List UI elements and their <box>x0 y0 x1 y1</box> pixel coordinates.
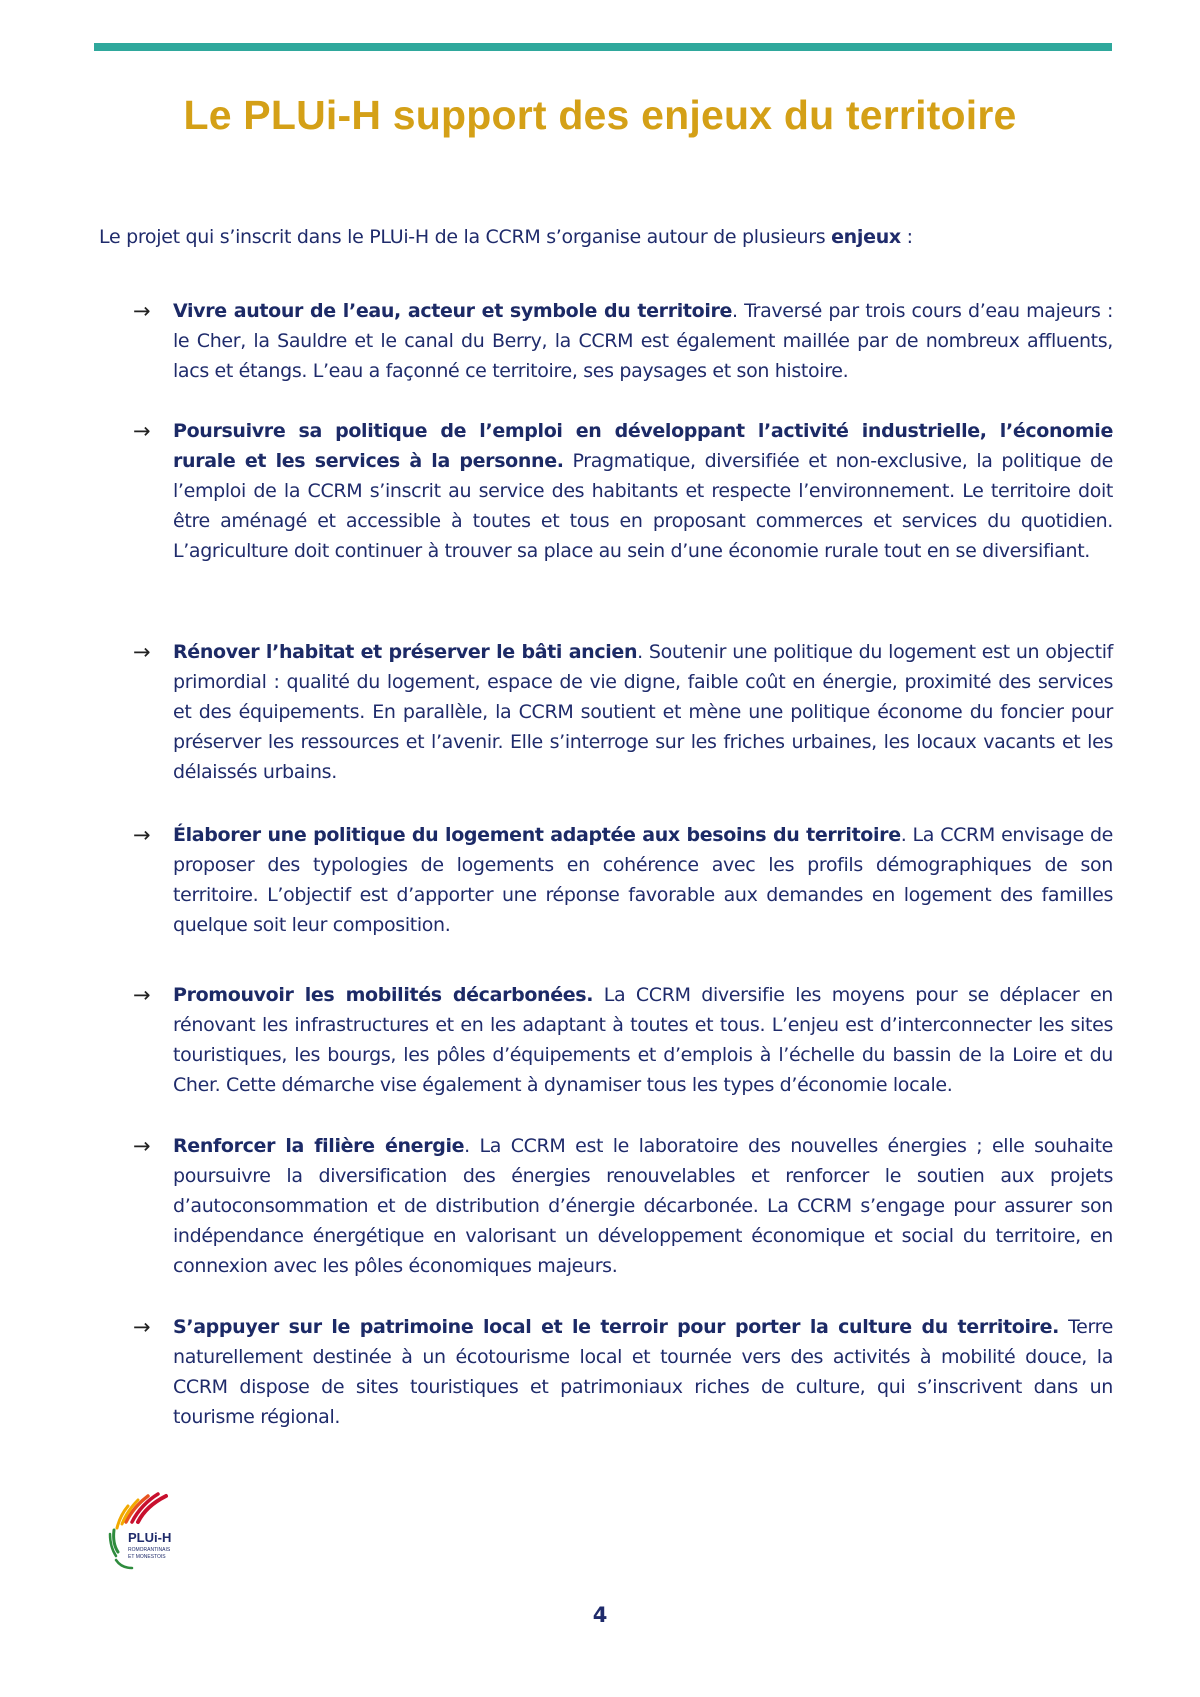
list-item-body: . Soutenir une politique du logement est un objectif primordial : qualité du logement, espace de vie digne, faible coût en énergie, proximité des services et des équipements. En parallèle, la CCRM soutient et mène une politique économe du foncier pour préserver les ressources et l’avenir. Elle s’interroge sur les friches urbaines, les locaux vacants et les délaissés urbains. <box>173 641 1114 783</box>
logo-mark-icon <box>104 1488 194 1578</box>
list-item-lead: Rénover l’habitat et préserver le bâti ancien <box>173 641 638 663</box>
list-item-lead: Poursuivre sa politique de l’emploi en développant l’activité industrielle, l’économie rurale et les services à la personne. <box>173 420 1113 472</box>
intro-text: Le projet qui s’inscrit dans le PLUi-H de la CCRM s’organise autour de plusieurs <box>99 226 832 248</box>
list-item-text <box>173 637 1113 787</box>
list-item-text <box>173 980 1113 1100</box>
intro-suffix: : <box>900 226 913 248</box>
arrow-icon: → <box>133 1134 151 1158</box>
list-item-lead: Renforcer la filière énergie <box>173 1135 465 1157</box>
list-item-lead: Promouvoir les mobilités décarbonées. <box>173 984 594 1006</box>
plui-h-logo <box>104 1488 194 1578</box>
page-title: Le PLUi-H support des enjeux du territoire <box>183 92 1017 138</box>
list-item-lead: S’appuyer sur le patrimoine local et le terroir pour porter la culture du territoire. <box>173 1316 1060 1338</box>
arrow-icon: → <box>133 299 151 323</box>
list-item-body: . La CCRM envisage de proposer des typologies de logements en cohérence avec les profils démographiques de son territoire. L’objectif est d’apporter une réponse favorable aux demandes en logement des familles quelque soit leur composition. <box>173 824 1113 936</box>
list-item-body: . La CCRM est le laboratoire des nouvelles énergies ; elle souhaite poursuivre la diversification des énergies renouvelables et renforcer le soutien aux projets d’autoconsommation et de distribution d’énergie décarbonée. La CCRM s’engage pour assurer son indépendance énergétique en valorisant un développement économique et social du territoire, en connexion avec les pôles économiques majeurs. <box>173 1135 1114 1277</box>
intro-emphasis: enjeux <box>831 226 901 248</box>
page-number: 4 <box>592 1603 608 1627</box>
list-item-text <box>173 296 1113 386</box>
list-item-text <box>173 1312 1113 1432</box>
intro-paragraph <box>99 226 1119 248</box>
arrow-icon: → <box>133 419 151 443</box>
list-item-lead: Élaborer une politique du logement adaptée aux besoins du territoire <box>173 824 901 846</box>
list-item-body: Terre naturellement destinée à un écotourisme local et tournée vers des activités à mobilité douce, la CCRM dispose de sites touristiques et patrimoniaux riches de culture, qui s’inscrivent dans un tourisme régional. <box>173 1316 1113 1428</box>
top-rule <box>94 43 1112 51</box>
list-item-text <box>173 820 1113 940</box>
logo-line1: ROMORANTINAIS <box>128 1547 171 1553</box>
list-item-lead: Vivre autour de l’eau, acteur et symbole du territoire <box>173 300 733 322</box>
arrow-icon: → <box>133 640 151 664</box>
logo-name: PLUi-H <box>128 1530 172 1545</box>
list-item-text <box>173 416 1113 566</box>
arrow-icon: → <box>133 1315 151 1339</box>
list-item-body: . Traversé par trois cours d’eau majeurs : le Cher, la Sauldre et le canal du Berry, la CCRM est également maillée par de nombreux affluents, lacs et étangs. L’eau a façonné ce territoire, ses paysages et son histoire. <box>173 300 1114 382</box>
arrow-icon: → <box>133 983 151 1007</box>
list-item-body: La CCRM diversifie les moyens pour se déplacer en rénovant les infrastructures et en les adaptant à toutes et tous. L’enjeu est d’interconnecter les sites touristiques, les bourgs, les pôles d’équipements et d’emplois à l’échelle du bassin de la Loire et du Cher. Cette démarche vise également à dynamiser tous les types d’économie locale. <box>173 984 1114 1096</box>
list-item-text <box>173 1131 1113 1281</box>
logo-line2: ET MONESTOIS <box>128 1554 166 1560</box>
list-item-body: Pragmatique, diversifiée et non-exclusive, la politique de l’emploi de la CCRM s’inscrit au service des habitants et respecte l’environnement. Le territoire doit être aménagé et accessible à toutes et tous en proposant commerces et services du quotidien. L’agriculture doit continuer à trouver sa place au sein d’une économie rurale tout en se diversifiant. <box>173 450 1113 562</box>
arrow-icon: → <box>133 823 151 847</box>
